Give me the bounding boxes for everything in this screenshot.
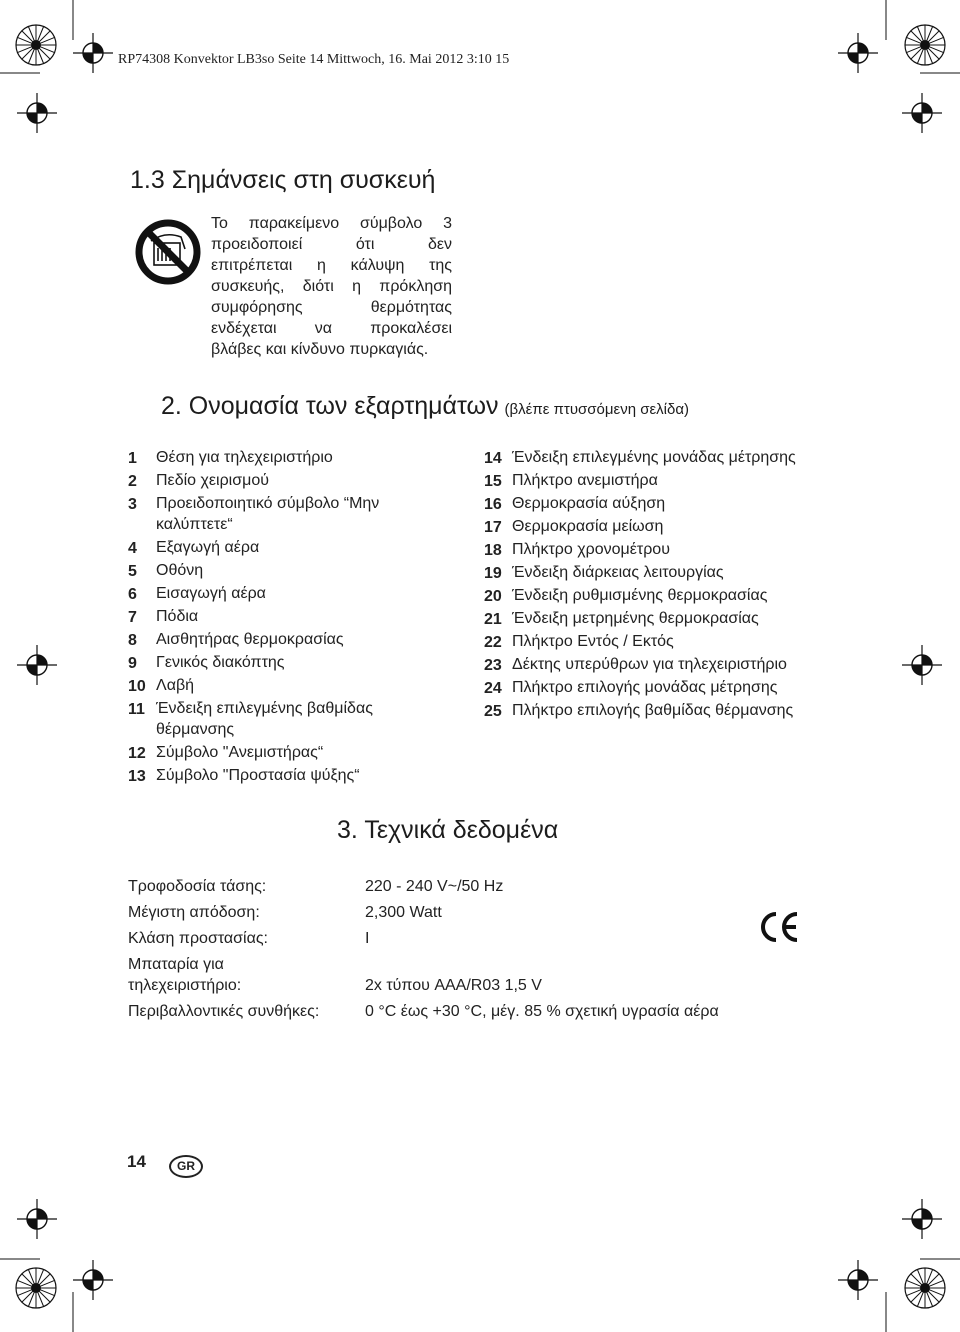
print-header: RP74308 Konvektor LB3so Seite 14 Mittwoch, 16. Mai 2012 3:10 15 (118, 52, 510, 67)
spec-label: Τροφοδοσία τάσης: (128, 878, 267, 895)
item-number: 25 (484, 703, 502, 720)
item-number: 8 (128, 632, 137, 649)
list-item (128, 698, 448, 742)
list-item (484, 608, 814, 631)
parts-list-right (484, 447, 814, 723)
spec-value: 220 - 240 V~/50 Hz (365, 878, 504, 895)
spec-row (128, 902, 719, 923)
item-number: 15 (484, 473, 502, 490)
item-text: Πλήκτρο επιλογής μονάδας μέτρησης (512, 679, 778, 696)
list-item (484, 562, 814, 585)
item-number: 10 (128, 678, 146, 695)
item-number: 11 (128, 701, 145, 718)
item-text: Πλήκτρο Εντός / Εκτός (512, 633, 674, 650)
warning-line: επιτρέπεται η κάλυψη της (211, 257, 452, 274)
section-3-title: 3. Τεχνικά δεδομένα (337, 816, 559, 844)
item-text: Θερμοκρασία αύξηση (512, 495, 666, 512)
item-number: 12 (128, 745, 146, 762)
spec-table (128, 876, 719, 1027)
item-number: 16 (484, 496, 502, 513)
item-text: Οθόνη (156, 562, 204, 579)
list-item (128, 470, 448, 493)
item-number: 24 (484, 680, 502, 697)
sun-mark-bottom-left (16, 1268, 56, 1308)
sun-mark-bottom-right (905, 1268, 945, 1308)
item-text: Δέκτης υπερύθρων για τηλεχειριστήριο (512, 656, 787, 673)
item-text: Θερμοκρασία μείωση (512, 518, 664, 535)
warning-text (211, 213, 452, 360)
list-item (128, 493, 448, 537)
cross-mark (902, 645, 942, 685)
item-text: Πλήκτρο επιλογής βαθμίδας θέρμανσης (512, 702, 794, 719)
item-text: Ένδειξη επιλεγμένης μονάδας μέτρησης (512, 449, 796, 466)
item-text: Πεδίο χειρισμού (156, 472, 269, 489)
cross-mark (73, 33, 113, 73)
cross-mark (902, 93, 942, 133)
list-item (128, 583, 448, 606)
item-text: Σύμβολο "Προστασία ψύξης“ (156, 767, 360, 784)
item-text: Πόδια (156, 608, 199, 625)
spec-label: Περιβαλλοντικές συνθήκες: (128, 1003, 320, 1020)
item-number: 18 (484, 542, 502, 559)
item-number: 9 (128, 655, 137, 672)
section-1-title: 1.3 Σημάνσεις στη συσκευή (130, 166, 436, 194)
spec-row (128, 876, 719, 897)
parts-list-left (128, 447, 448, 788)
item-text: Ένδειξη διάρκειας λειτουργίας (512, 564, 724, 581)
item-text: Ένδειξη ρυθμισμένης θερμοκρασίας (512, 587, 768, 604)
item-number: 20 (484, 588, 502, 605)
item-text: Ένδειξη επιλεγμένης βαθμίδας θέρμανσης (156, 700, 373, 738)
spec-value: I (365, 930, 370, 947)
list-item (484, 631, 814, 654)
spec-row (128, 954, 719, 996)
item-text: Εισαγωγή αέρα (156, 585, 266, 602)
item-text: Πλήκτρο χρονομέτρου (512, 541, 670, 558)
item-number: 14 (484, 450, 502, 467)
item-number: 23 (484, 657, 502, 674)
item-text: Θέση για τηλεχειριστήριο (156, 449, 333, 466)
item-number: 22 (484, 634, 502, 651)
cross-mark (838, 1260, 878, 1300)
item-text: Πλήκτρο ανεμιστήρα (512, 472, 658, 489)
cross-mark (17, 1199, 57, 1239)
list-item (484, 585, 814, 608)
item-text: Εξαγωγή αέρα (156, 539, 260, 556)
item-text: Γενικός διακόπτης (156, 654, 285, 671)
section-2-heading: 2. Ονομασία των εξαρτημάτων (161, 392, 499, 420)
list-item (128, 447, 448, 470)
list-item (484, 493, 814, 516)
list-item (128, 652, 448, 675)
spec-value: 2x τύπου AAA/R03 1,5 V (365, 977, 542, 994)
spec-label: Μπαταρία για τηλεχειριστήριο: (128, 956, 242, 994)
spec-row (128, 1001, 719, 1022)
cross-mark (17, 93, 57, 133)
spec-value: 2,300 Watt (365, 904, 442, 921)
item-number: 5 (128, 563, 137, 580)
list-item (484, 539, 814, 562)
cross-mark (17, 645, 57, 685)
section-2-subtitle: (βλέπε πτυσσόμενη σελίδα) (504, 401, 690, 418)
item-number: 17 (484, 519, 502, 536)
list-item (128, 629, 448, 652)
list-item (484, 470, 814, 493)
sun-mark-top-left (16, 25, 56, 65)
item-number: 4 (128, 540, 137, 557)
item-text: Σύμβολο "Ανεμιστήρας“ (156, 744, 324, 761)
warning-line: συμφόρησης θερμότητας (211, 299, 452, 316)
list-item (128, 675, 448, 698)
item-number: 3 (128, 496, 137, 513)
item-text: Προειδοποιητικό σύμβολο “Μην καλύπτετε“ (156, 495, 380, 533)
sun-mark-top-right (905, 25, 945, 65)
list-item (484, 516, 814, 539)
spec-label: Κλάση προστασίας: (128, 930, 268, 947)
list-item (484, 447, 814, 470)
item-text: Αισθητήρας θερμοκρασίας (156, 631, 344, 648)
warning-line: Το παρακείμενο σύμβολο 3 (211, 215, 452, 232)
list-item (128, 606, 448, 629)
list-item (128, 742, 448, 765)
item-number: 2 (128, 473, 137, 490)
no-covering-icon (135, 219, 201, 285)
item-number: 13 (128, 768, 146, 785)
country-badge: GR (169, 1155, 203, 1178)
item-text: Ένδειξη μετρημένης θερμοκρασίας (512, 610, 759, 627)
item-number: 21 (484, 611, 502, 628)
list-item (484, 654, 814, 677)
list-item (128, 765, 448, 788)
item-number: 6 (128, 586, 137, 603)
spec-value: 0 °C έως +30 °C, μέγ. 85 % σχετική υγρασία αέρα (365, 1003, 719, 1020)
warning-line: συσκευής, διότι η πρόκληση (211, 278, 452, 295)
ce-mark-icon (759, 911, 801, 943)
item-text: Λαβή (156, 677, 195, 694)
cross-mark (902, 1199, 942, 1239)
item-number: 19 (484, 565, 502, 582)
list-item (128, 560, 448, 583)
list-item (484, 700, 814, 723)
list-item (484, 677, 814, 700)
warning-line: ενδέχεται να προκαλέσει (211, 320, 452, 337)
cross-mark (73, 1260, 113, 1300)
page-number: 14 (127, 1152, 146, 1171)
spec-row (128, 928, 719, 949)
cross-mark (838, 33, 878, 73)
list-item (128, 537, 448, 560)
item-number: 7 (128, 609, 137, 626)
warning-line: βλάβες και κίνδυνο πυρκαγιάς. (211, 341, 429, 358)
item-number: 1 (128, 450, 137, 467)
section-2-title (161, 392, 689, 421)
spec-label: Μέγιστη απόδοση: (128, 904, 260, 921)
warning-line: προειδοποιεί ότι δεν (211, 236, 452, 253)
